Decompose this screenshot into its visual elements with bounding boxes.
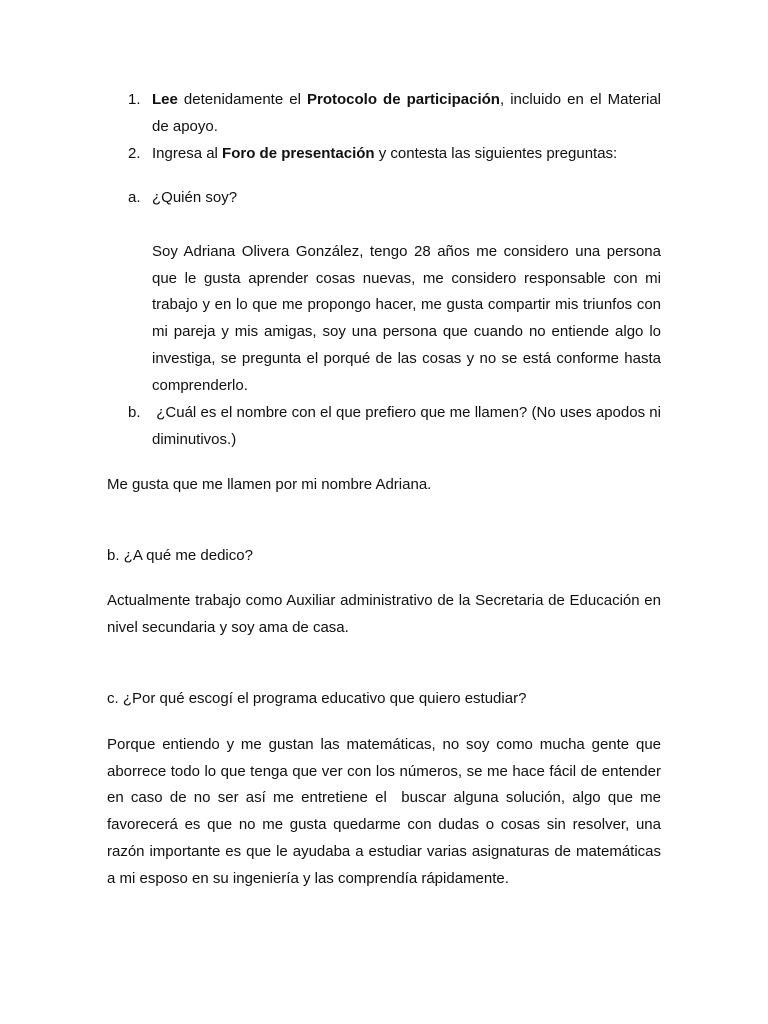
question-a-marker: a. [128, 189, 141, 206]
instruction-2-text-b: y contesta las siguientes preguntas: [374, 145, 618, 162]
question-b: ¿Cuál es el nombre con el que prefiero que me llamen? (No uses apodos ni diminutivos.) [152, 404, 666, 448]
list-marker-2: 2. [128, 145, 141, 162]
question-c: c. ¿Por qué escogí el programa educativo que quiero estudiar? [107, 690, 527, 707]
question-b2: b. ¿A qué me dedico? [107, 547, 253, 564]
instruction-1-text-b: , incluido en el Material de apoyo. [152, 91, 661, 135]
instruction-1-text-a: detenidamente el [177, 91, 307, 108]
instruction-1-protocol: Protocolo de participación [306, 91, 500, 108]
list-marker-1: 1. [128, 91, 141, 108]
answer-a: Soy Adriana Olivera González, tengo 28 años me considero una persona que le gusta aprender cosas nuevas, me considero responsable con mi trabajo y en lo que me propongo hacer, me gusta compartir mis triunfos con mi pareja y mis amigas, soy una persona que cuando no entiende algo lo investiga, se pregunta el porqué de las cosas y no se está conforme hasta comprenderlo. [152, 243, 661, 394]
answer-c: Porque entiendo y me gustan las matemáticas, no soy como mucha gente que aborrece todo lo que tenga que ver con los números, se me hace fácil de entender en caso de no ser así me entretiene el buscar alguna solución, algo que me favorecerá es que no me gusta quedarme con dudas o cosas sin resolver, una razón importante es que le ayudaba a estudiar varias asignaturas de matemáticas a mi esposo en su ingeniería y las comprendía rápidamente. [107, 736, 666, 887]
instruction-2 [152, 141, 661, 168]
question-b-marker: b. [128, 404, 141, 421]
question-a: ¿Quién soy? [152, 189, 238, 206]
answer-b2: Actualmente trabajo como Auxiliar administrativo de la Secretaria de Educación en nivel secundaria y soy ama de casa. [107, 592, 661, 636]
instruction-2-text-a: Ingresa al [152, 145, 223, 162]
instruction-1 [152, 87, 661, 140]
instruction-2-forum: Foro de presentación [222, 145, 375, 162]
instruction-1-verb: Lee [152, 91, 178, 108]
answer-b: Me gusta que me llamen por mi nombre Adriana. [107, 476, 432, 493]
